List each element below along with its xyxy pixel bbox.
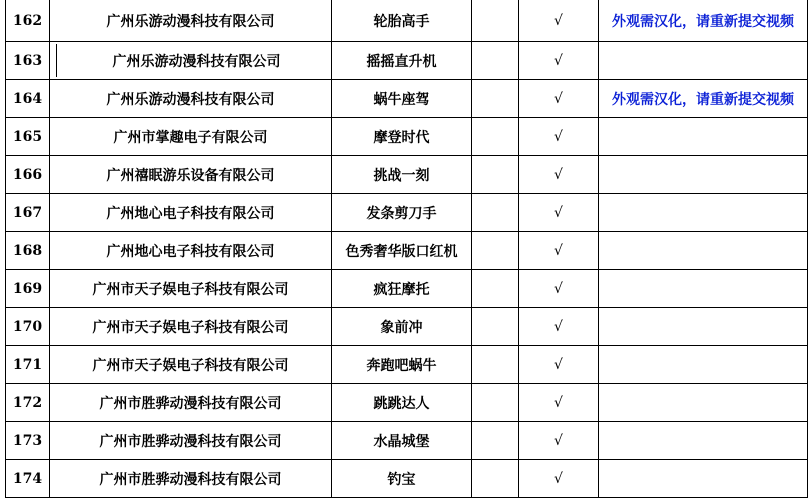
- check-mark: √: [519, 0, 599, 42]
- company-name: 广州市天子娱电子科技有限公司: [50, 270, 332, 308]
- table-row: [6, 0, 808, 42]
- empty-cell: [472, 270, 519, 308]
- product-name: 蜗牛座驾: [332, 80, 472, 118]
- company-name: 广州市胜骅动漫科技有限公司: [50, 460, 332, 498]
- check-mark: √: [519, 232, 599, 270]
- empty-cell: [472, 384, 519, 422]
- table-row: [6, 460, 808, 498]
- review-note: [599, 308, 808, 346]
- product-table: [5, 0, 808, 498]
- review-note: 外观需汉化，请重新提交视频: [599, 80, 808, 118]
- check-mark: √: [519, 80, 599, 118]
- company-name: 广州地心电子科技有限公司: [50, 232, 332, 270]
- review-note: [599, 270, 808, 308]
- review-note: [599, 384, 808, 422]
- company-name: 广州地心电子科技有限公司: [50, 194, 332, 232]
- review-note: [599, 194, 808, 232]
- product-name: 挑战一刻: [332, 156, 472, 194]
- company-name: 广州市胜骅动漫科技有限公司: [50, 422, 332, 460]
- row-number: 170: [6, 308, 50, 346]
- product-name: 跳跳达人: [332, 384, 472, 422]
- review-note: [599, 156, 808, 194]
- company-name: 广州市掌趣电子有限公司: [50, 118, 332, 156]
- review-note: [599, 422, 808, 460]
- check-mark: √: [519, 308, 599, 346]
- check-mark: √: [519, 118, 599, 156]
- row-number: 163: [6, 42, 50, 80]
- empty-cell: [472, 42, 519, 80]
- review-note: [599, 42, 808, 80]
- review-note: [599, 232, 808, 270]
- product-name: 发条剪刀手: [332, 194, 472, 232]
- table-row: [6, 346, 808, 384]
- review-note: [599, 118, 808, 156]
- check-mark: √: [519, 42, 599, 80]
- company-name: 广州乐游动漫科技有限公司: [50, 0, 332, 42]
- empty-cell: [472, 346, 519, 384]
- product-name: 钓宝: [332, 460, 472, 498]
- check-mark: √: [519, 156, 599, 194]
- table-row: [6, 308, 808, 346]
- row-number: 165: [6, 118, 50, 156]
- row-number: 166: [6, 156, 50, 194]
- review-note: [599, 460, 808, 498]
- row-number: 164: [6, 80, 50, 118]
- empty-cell: [472, 194, 519, 232]
- empty-cell: [472, 460, 519, 498]
- empty-cell: [472, 118, 519, 156]
- row-number: 174: [6, 460, 50, 498]
- empty-cell: [472, 80, 519, 118]
- empty-cell: [472, 156, 519, 194]
- company-name: 广州市天子娱电子科技有限公司: [50, 346, 332, 384]
- empty-cell: [472, 232, 519, 270]
- product-name: 疯狂摩托: [332, 270, 472, 308]
- company-name: 广州乐游动漫科技有限公司: [112, 53, 281, 70]
- company-name: 广州市天子娱电子科技有限公司: [50, 308, 332, 346]
- row-number: 172: [6, 384, 50, 422]
- product-name: 象前冲: [332, 308, 472, 346]
- check-mark: √: [519, 460, 599, 498]
- check-mark: √: [519, 270, 599, 308]
- row-number: 168: [6, 232, 50, 270]
- table-row: [6, 270, 808, 308]
- empty-cell: [472, 0, 519, 42]
- company-name: 广州市胜骅动漫科技有限公司: [50, 384, 332, 422]
- company-name: 广州禧眠游乐设备有限公司: [50, 156, 332, 194]
- table-row: [6, 422, 808, 460]
- table-row: [6, 232, 808, 270]
- product-name: 奔跑吧蜗牛: [332, 346, 472, 384]
- check-mark: √: [519, 346, 599, 384]
- review-note: 外观需汉化，请重新提交视频: [599, 0, 808, 42]
- table-row: [6, 156, 808, 194]
- table-row: [6, 384, 808, 422]
- cell-divider: [56, 44, 57, 77]
- row-number: 171: [6, 346, 50, 384]
- product-name: 摇摇直升机: [332, 42, 472, 80]
- product-name: 色秀奢华版口红机: [332, 232, 472, 270]
- row-number: 169: [6, 270, 50, 308]
- empty-cell: [472, 422, 519, 460]
- empty-cell: [472, 308, 519, 346]
- check-mark: √: [519, 384, 599, 422]
- product-name: 水晶城堡: [332, 422, 472, 460]
- check-mark: √: [519, 422, 599, 460]
- table-row: [6, 118, 808, 156]
- table-row: [6, 194, 808, 232]
- row-number: 162: [6, 0, 50, 42]
- table-row: [6, 80, 808, 118]
- table-row: [6, 42, 808, 80]
- check-mark: √: [519, 194, 599, 232]
- product-name: 摩登时代: [332, 118, 472, 156]
- product-name: 轮胎高手: [332, 0, 472, 42]
- row-number: 167: [6, 194, 50, 232]
- review-note: [599, 346, 808, 384]
- row-number: 173: [6, 422, 50, 460]
- company-name-cell: [50, 42, 332, 80]
- company-name: 广州乐游动漫科技有限公司: [50, 80, 332, 118]
